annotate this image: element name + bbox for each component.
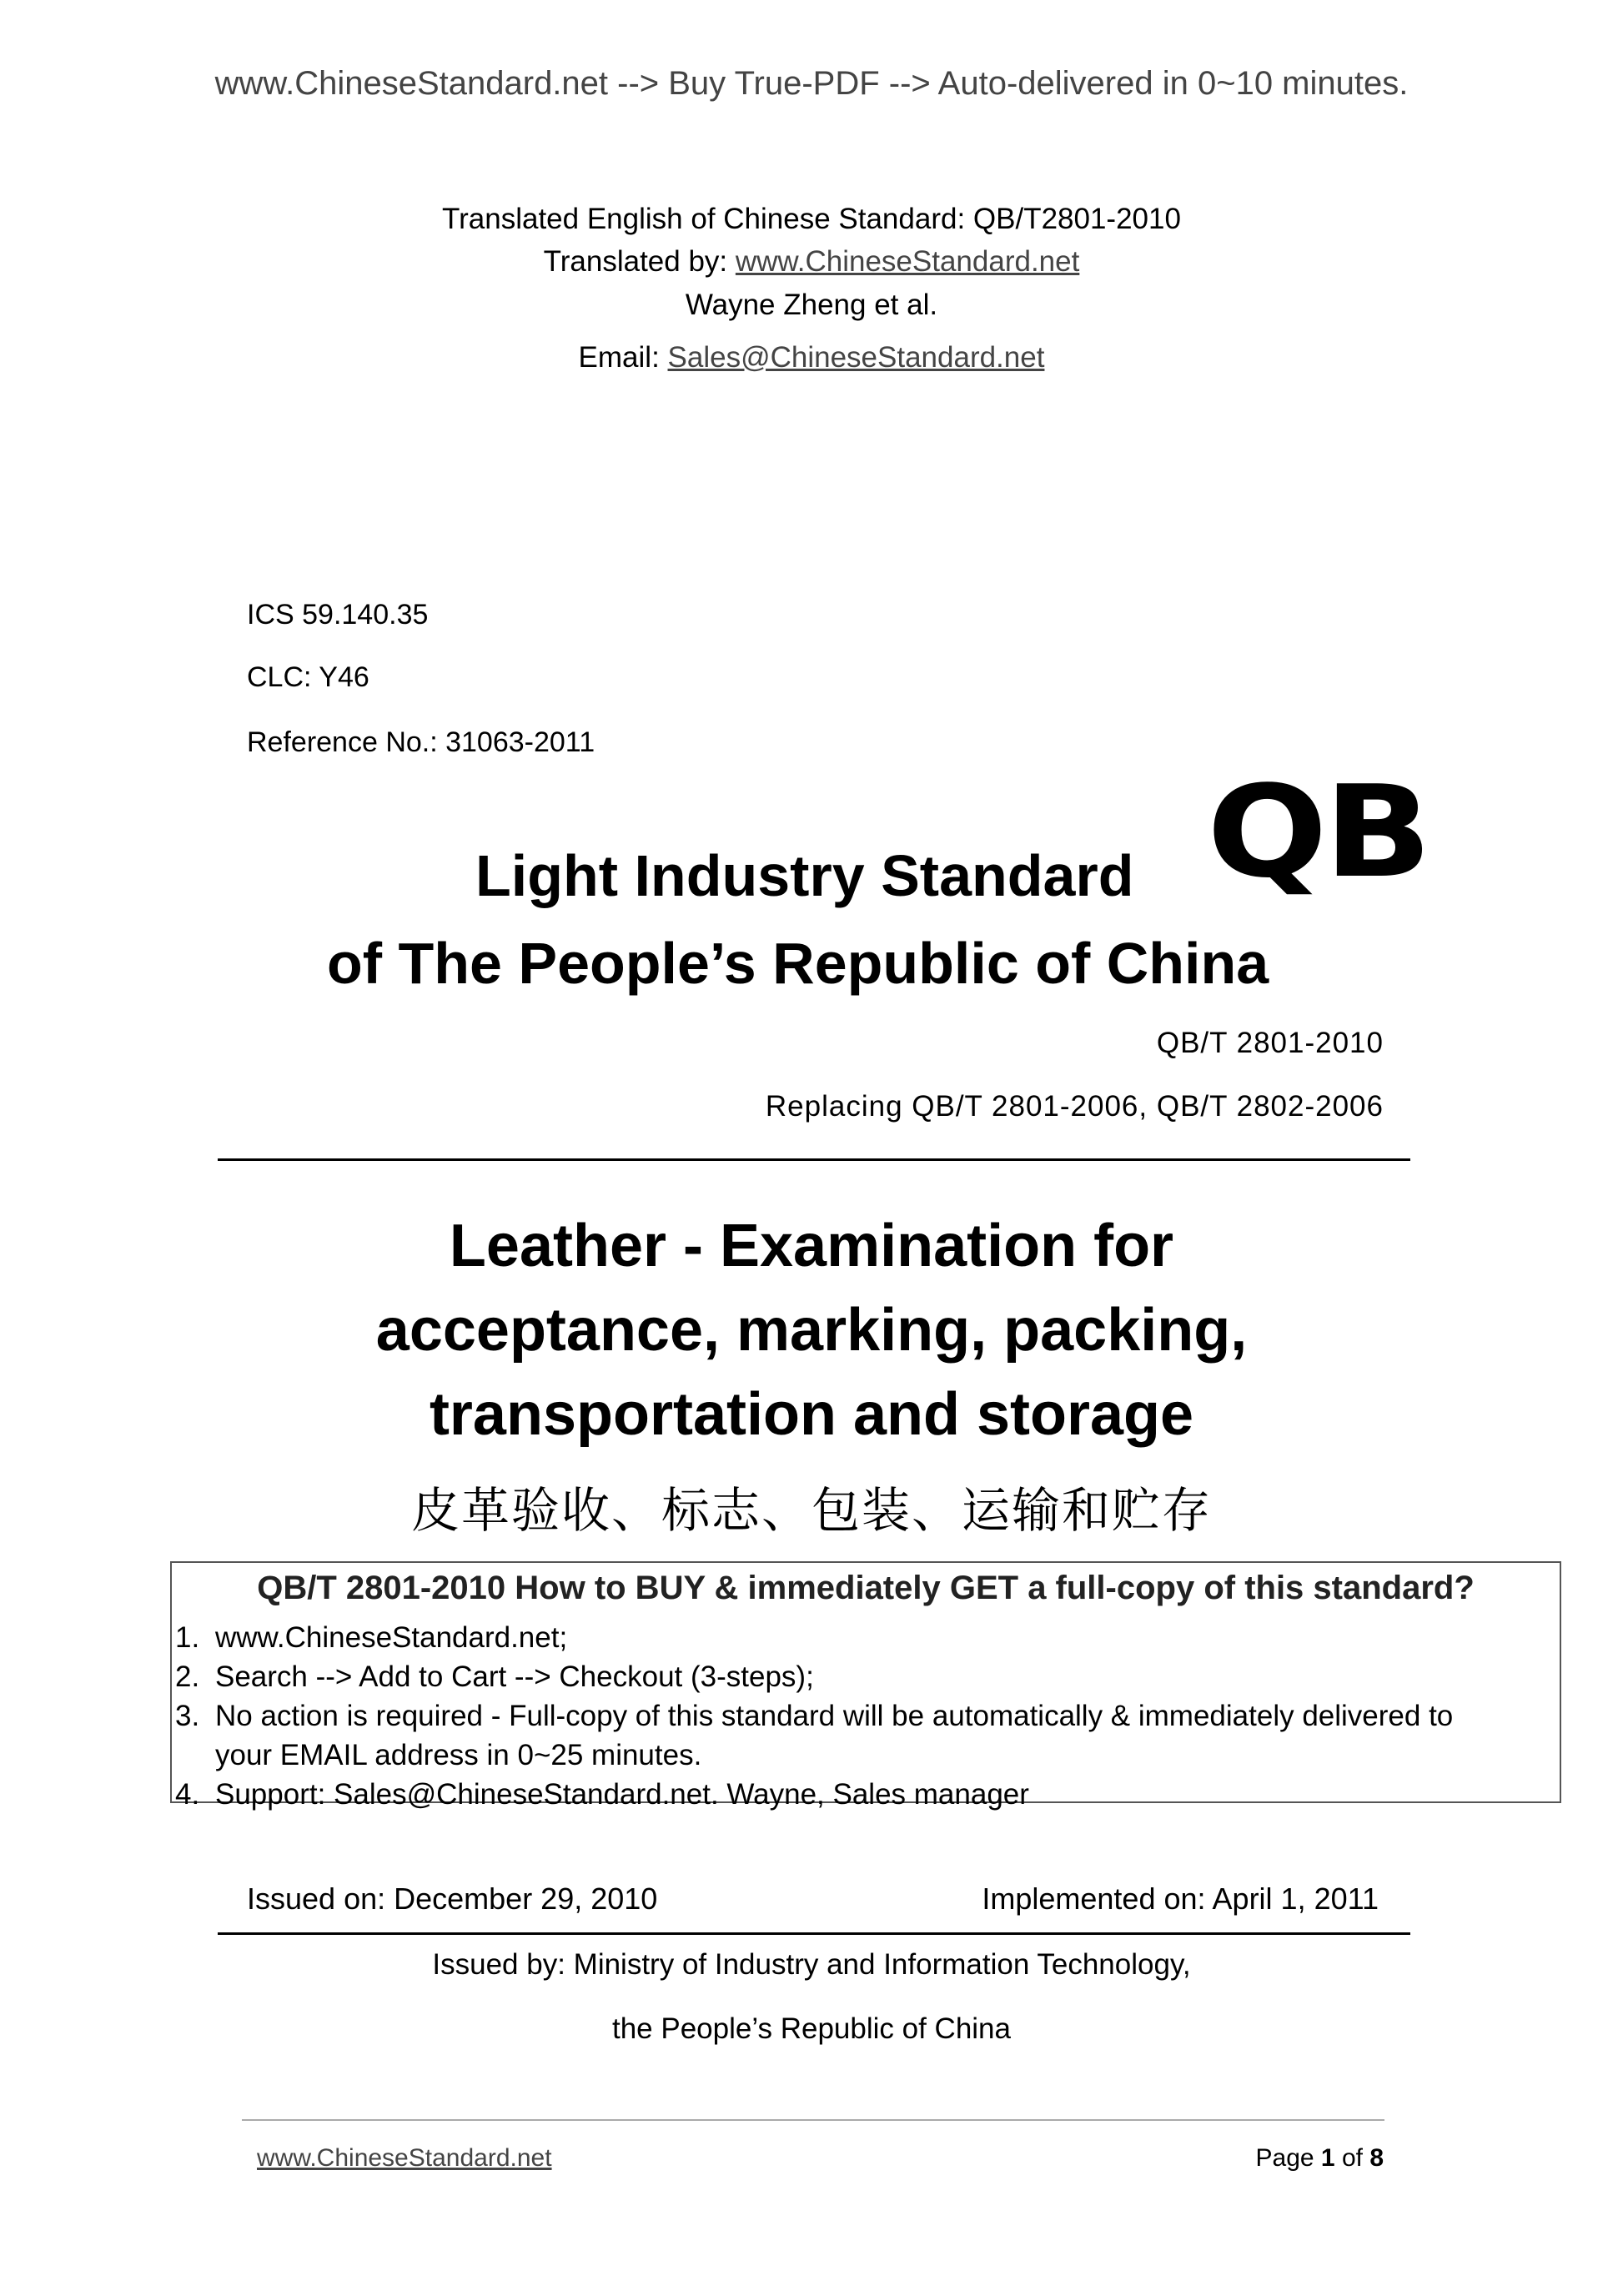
step-number: 2. — [175, 1660, 200, 1693]
step-number: 3. — [175, 1700, 200, 1732]
purchase-step — [172, 1775, 1560, 1814]
issued-on-date: Issued on: December 29, 2010 — [247, 1882, 658, 1916]
document-title-chinese: 皮革验收、标志、包装、运输和贮存 — [410, 1482, 1212, 1539]
email-link[interactable]: Sales@ChineseStandard.net — [667, 341, 1045, 374]
translated-by-label: Translated by: — [543, 245, 736, 278]
step-text: Search --> Add to Cart --> Checkout (3-steps); — [215, 1660, 814, 1693]
document-title-line2: acceptance, marking, packing, — [375, 1297, 1248, 1364]
step-text: www.ChineseStandard.net; — [215, 1621, 568, 1654]
step-number: 4. — [175, 1778, 200, 1811]
page-of: of — [1334, 2144, 1370, 2172]
step-number: 1. — [175, 1621, 200, 1654]
qb-logo: QB — [1207, 758, 1429, 906]
page-current: 1 — [1320, 2144, 1335, 2172]
document-title-line3: transportation and storage — [429, 1381, 1194, 1448]
translator-name: Wayne Zheng et al. — [685, 289, 938, 321]
page-total: 8 — [1369, 2144, 1384, 2172]
step-text: Support: Sales@ChineseStandard.net. Wayne, Sales manager — [215, 1778, 1029, 1811]
document-title-line1: Leather - Examination for — [449, 1213, 1174, 1279]
ics-code: ICS 59.140.35 — [247, 599, 429, 631]
translated-by — [0, 245, 1623, 279]
top-banner: www.ChineseStandard.net --> Buy True-PDF --> Auto-delivered in 0~10 minutes. — [214, 65, 1409, 102]
purchase-steps — [172, 1618, 1560, 1814]
reference-number: Reference No.: 31063-2011 — [247, 726, 595, 758]
dates-divider — [218, 1932, 1410, 1935]
issuer-line2: the People’s Republic of China — [611, 2012, 1011, 2045]
standard-number: QB/T 2801-2010 — [1156, 1027, 1384, 1059]
page-label: Page — [1255, 2144, 1321, 2172]
footer-divider — [242, 2119, 1384, 2121]
standard-title-line1: Light Industry Standard — [475, 843, 1134, 908]
implemented-on-date: Implemented on: April 1, 2011 — [982, 1882, 1379, 1916]
translation-source: Translated English of Chinese Standard: QB/T2801-2010 — [442, 203, 1181, 235]
page-indicator — [1256, 2144, 1384, 2173]
purchase-step — [172, 1657, 1560, 1696]
purchase-info-box — [170, 1561, 1561, 1811]
header-divider — [218, 1158, 1410, 1161]
step-text: No action is required - Full-copy of this standard will be automatically & immediately delivered to your EMAIL address in 0~25 minutes. — [215, 1700, 1454, 1771]
footer-site-link[interactable]: www.ChineseStandard.net — [257, 2144, 552, 2172]
purchase-step — [172, 1618, 1560, 1657]
purchase-step — [172, 1696, 1560, 1775]
translator-site-link[interactable]: www.ChineseStandard.net — [735, 245, 1080, 278]
translator-email — [0, 341, 1623, 374]
replacing-standards: Replacing QB/T 2801-2006, QB/T 2802-2006 — [765, 1090, 1384, 1123]
standard-title-line2: of The People’s Republic of China — [327, 931, 1269, 996]
purchase-heading: QB/T 2801-2010 How to BUY & immediately GET a full-copy of this standard? — [257, 1570, 1475, 1606]
issuer-line1: Issued by: Ministry of Industry and Information Technology, — [432, 1948, 1191, 1981]
email-label: Email: — [578, 341, 668, 374]
clc-code: CLC: Y46 — [247, 661, 369, 693]
